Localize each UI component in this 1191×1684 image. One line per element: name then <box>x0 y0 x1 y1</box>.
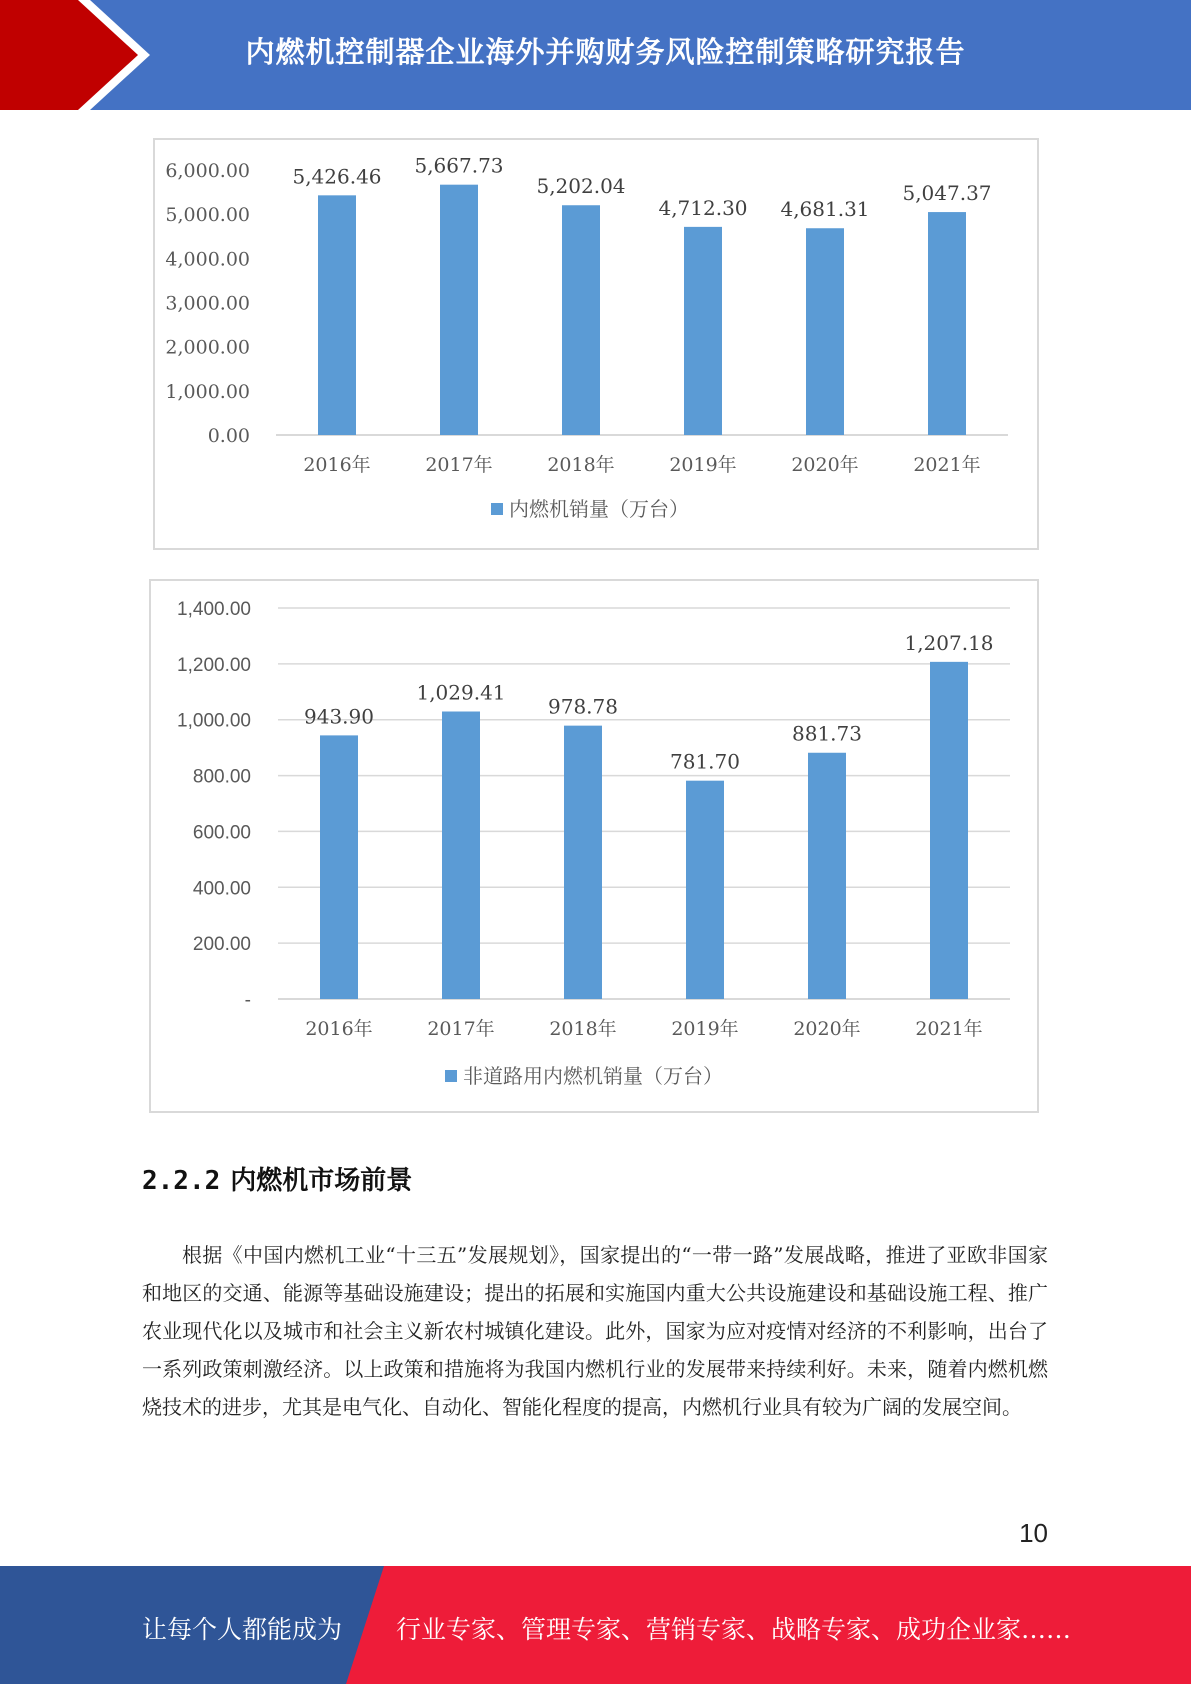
x-tick-label: 2016年 <box>303 454 371 476</box>
data-label: 5,202.04 <box>536 174 626 199</box>
data-label: 1,207.18 <box>904 630 994 655</box>
legend <box>491 497 689 521</box>
bar <box>684 227 722 435</box>
data-label: 5,047.37 <box>902 181 992 206</box>
chart-engine-sales <box>153 138 1039 550</box>
footer-slogan-left: 让每个人都能成为 <box>142 1615 343 1644</box>
section-number: 2.2.2 <box>142 1166 221 1196</box>
bar <box>562 205 600 435</box>
bar <box>442 712 480 999</box>
y-tick-label: 200.00 <box>192 934 251 956</box>
x-tick-label: 2021年 <box>915 1018 983 1040</box>
y-tick-label: 2,000.00 <box>165 336 250 359</box>
x-tick-label: 2017年 <box>425 454 493 476</box>
data-label: 943.90 <box>304 704 374 729</box>
bar <box>564 726 602 999</box>
section-title: 内燃机市场前景 <box>230 1166 413 1196</box>
page-header <box>0 0 1191 110</box>
bar <box>686 781 724 999</box>
y-tick-label: 0.00 <box>207 425 250 447</box>
body-paragraph: 根据《中国内燃机工业“十三五”发展规划》，国家提出的“一带一路”发展战略，推进了亚欧非国家和地区的交通、能源等基础设施建设；提出的拓展和实施国内重大公共设施建设和基础设施工程、推广农业现代化以及城市和社会主义新农村城镇化建设。此外，国家为应对疫情对经济的不利影响，出台了一系列政策刺激经济。以上政策和措施将为我国内燃机行业的发展带来持续利好。未来，随着内燃机燃烧技术的进步，尤其是电气化、自动化、智能化程度的提高，内燃机行业具有较为广阔的发展空间。 <box>142 1243 1048 1419</box>
bar <box>320 735 358 999</box>
legend-label: 非道路用内燃机销量（万台） <box>463 1064 723 1088</box>
bar <box>440 185 478 435</box>
page-footer <box>0 1566 1191 1684</box>
x-tick-label: 2018年 <box>547 454 615 476</box>
y-tick-label: - <box>244 990 251 1011</box>
section-heading <box>142 1160 412 1197</box>
data-label: 4,681.31 <box>780 197 870 222</box>
x-tick-label: 2020年 <box>793 1018 861 1040</box>
y-tick-label: 1,400.00 <box>177 599 251 620</box>
legend <box>445 1064 723 1088</box>
bar <box>928 212 966 435</box>
x-tick-label: 2016年 <box>305 1018 373 1040</box>
data-label: 5,667.73 <box>414 153 504 178</box>
y-tick-label: 400.00 <box>192 878 251 900</box>
legend-label: 内燃机销量（万台） <box>509 497 689 521</box>
y-tick-label: 4,000.00 <box>165 248 250 271</box>
y-tick-label: 5,000.00 <box>165 204 250 227</box>
y-tick-label: 6,000.00 <box>165 160 250 182</box>
x-tick-label: 2021年 <box>913 454 981 476</box>
bar <box>806 228 844 435</box>
y-tick-label: 1,000.00 <box>165 380 250 403</box>
data-label: 881.73 <box>792 721 862 746</box>
y-tick-label: 1,200.00 <box>177 654 251 676</box>
data-label: 4,712.30 <box>658 195 748 220</box>
x-tick-label: 2020年 <box>791 454 859 476</box>
report-title: 内燃机控制器企业海外并购财务风险控制策略研究报告 <box>245 35 966 69</box>
data-label: 1,029.41 <box>416 680 506 705</box>
x-tick-label: 2017年 <box>427 1018 495 1040</box>
data-label: 781.70 <box>670 749 740 774</box>
chart-nonroad-engine-sales-svg <box>151 581 1037 1111</box>
x-tick-label: 2019年 <box>669 454 737 476</box>
data-label: 5,426.46 <box>292 164 382 189</box>
y-tick-label: 800.00 <box>192 766 251 788</box>
y-tick-label: 1,000.00 <box>177 710 251 732</box>
data-label: 978.78 <box>548 694 618 719</box>
legend-swatch <box>491 503 503 515</box>
y-tick-label: 3,000.00 <box>165 292 250 315</box>
page-number: 10 <box>1019 1518 1048 1548</box>
bar <box>930 662 968 999</box>
y-tick-label: 600.00 <box>192 822 251 844</box>
x-tick-label: 2018年 <box>549 1018 617 1040</box>
legend-swatch <box>445 1070 457 1082</box>
x-tick-label: 2019年 <box>671 1018 739 1040</box>
chart-engine-sales-svg <box>155 140 1037 548</box>
chart-nonroad-engine-sales <box>149 579 1039 1113</box>
bar <box>318 195 356 435</box>
bar <box>808 753 846 999</box>
footer-slogan-right: 行业专家、管理专家、营销专家、战略专家、成功企业家…… <box>396 1615 1072 1644</box>
